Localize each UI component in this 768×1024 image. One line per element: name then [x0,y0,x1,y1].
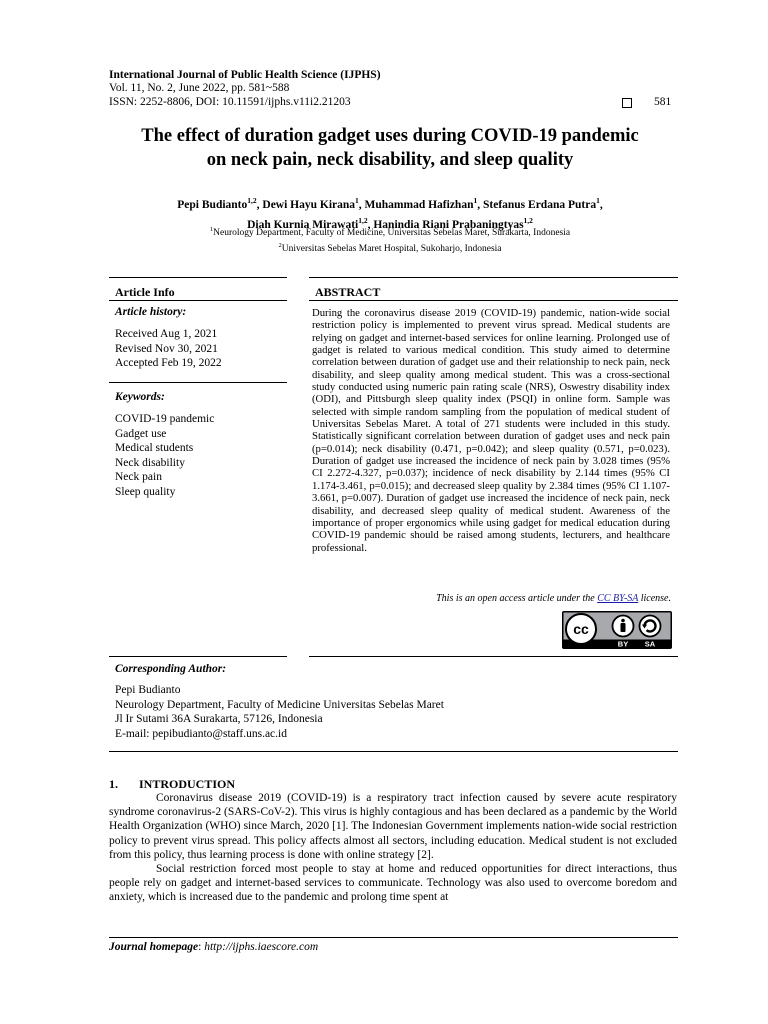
keyword-item: Neck pain [115,471,162,483]
cc-badge-graphic [562,611,672,649]
page-number: 581 [654,96,672,108]
author-affil-mark: 1 [596,196,600,205]
affiliation-list [100,224,680,255]
cc-icon-text: cc [573,621,589,637]
abstract-text: During the coronavirus disease 2019 (COVID-19) pandemic, nation-wide social restriction policy is implemented to prevent virus spread. Medical students are relying on gadget and internet-based services for online learning. Prolonged use of gadget is related to various medical condition. This study aimed to determine correlation between duration of gadget use and their relationship to neck pain, neck disability, and sleep quality among medical student. This was a cross-sectional study conducted using numeric pain rating scale (NRS), Oswestry disability index (ODI), and Pittsburgh sleep quality index (PSQI) in online form. Sample was selected with simple random sampling from the population of medical student of Universitas Sebelas Maret. A total of 271 students were included in this study. Statistically significant correlation between duration of gadget uses and neck pain (p=0.014); neck disability (0.471, p=0.042); and sleep quality (0.571, p=0.023). Duration of gadget use increased the incidence of neck pain by 3.028 times (95% CI 2.272-4.327, p=0.037); incidence of neck disability by 2.144 times (95% CI 1.174-3.461, p=0.015); and decreased sleep quality by 2.384 times (95% CI 1.107-3.661, p=0.007). Duration of gadget use increased the incidence of neck pain, neck disability, and decreased sleep quality of medical student. Awareness of the importance of proper ergonomics while using gadget for medical education during COVID-19 pandemic should be raised among students, lecturers, and healthcare professional. [312,307,670,554]
journal-volume: Vol. 11, No. 2, June 2022, pp. 581~588 [109,82,290,94]
keyword-item: Gadget use [115,427,167,440]
corresponding-name: Pepi Budianto [115,684,181,696]
cc-by-sa-link[interactable]: CC BY-SA [597,593,639,604]
keyword-list [115,412,214,499]
keyword-item: Medical students [115,442,194,454]
article-info-heading: Article Info [115,285,175,299]
introduction-body [109,791,677,905]
affiliation-mark: 1 [209,226,214,233]
paper-title [90,124,690,172]
author-line-1 [100,193,680,213]
divider [109,277,287,278]
footer-divider [109,937,678,938]
corresponding-details [115,683,444,741]
title-line-1: The effect of duration gadget uses during COVID-19 pandemic [141,126,639,146]
divider [109,656,287,657]
author-affil-mark: 1 [355,196,359,205]
author-affil-mark: 1,2 [523,215,533,225]
author-name: , Hanindia Riani Prabaningtyas [367,218,524,231]
affiliation-text: Universitas Sebelas Maret Hospital, Sukoharjo, Indonesia [281,243,502,254]
journal-homepage-label: Journal homepage [109,941,199,953]
license-prefix: This is an open access article under the [436,593,598,604]
journal-homepage-link[interactable]: http://ijphs.iaescore.com [204,941,319,953]
badge-by-label: BY [617,639,629,649]
corresponding-department: Neurology Department, Faculty of Medicine Universitas Sebelas Maret [115,698,444,711]
revised-date: Revised Nov 30, 2021 [115,342,218,355]
affiliation-text: Neurology Department, Faculty of Medicine, Universitas Sebelas Maret, Surakarta, Indonesia [213,228,571,239]
author-separator: , [599,198,603,211]
author-name: , Muhammad Hafizhan [358,198,474,211]
corresponding-email: E-mail: pepibudianto@staff.uns.ac.id [115,727,287,740]
divider [109,751,678,752]
square-bullet-icon [622,98,632,108]
journal-homepage [109,941,318,953]
journal-issn-doi: ISSN: 2252-8806, DOI: 10.11591/ijphs.v11i2.21203 [109,96,351,108]
license-suffix: license. [638,593,671,604]
introduction-heading: 1. INTRODUCTION [109,777,236,791]
title-line-2: on neck pain, neck disability, and sleep quality [206,150,574,170]
keyword-item: Sleep quality [115,485,176,498]
author-name: , Stefanus Erdana Putra [477,198,597,211]
share-alike-icon [640,616,661,637]
introduction-paragraph-2: Social restriction forced most people to stay at home and reduced opportunities for direct interactions, thus people rely on gadget and internet-based services to communicate. Technology was also used to overcome boredom and anxiety, which is increased due to the pandemic and prolong time spent at [109,863,677,904]
article-history-heading: Article history: [115,306,187,318]
affiliation-2 [100,240,680,256]
license-note [312,593,671,604]
abstract-heading: ABSTRACT [315,285,381,299]
attribution-icon-body [621,623,626,632]
affiliation-mark: 2 [278,241,282,249]
author-affil-mark: 1,2 [247,196,257,205]
affiliation-1 [100,224,680,240]
divider [109,300,287,301]
cc-by-sa-badge[interactable] [562,611,672,649]
keyword-item: Neck disability [115,456,185,469]
author-name: , Dewi Hayu Kirana [256,198,356,211]
author-affil-mark: 1 [473,196,478,205]
corresponding-address: Jl Ir Sutami 36A Surakarta, 57126, Indonesia [115,713,323,725]
author-name: Pepi Budianto [177,198,248,211]
divider [309,656,678,657]
author-affil-mark: 1,2 [358,215,368,225]
author-name: Diah Kurnia Mirawati [247,218,359,231]
journal-homepage-colon: : [198,941,205,953]
badge-sa-label: SA [644,639,656,649]
introduction-paragraph-1: Coronavirus disease 2019 (COVID-19) is a respiratory tract infection caused by severe acute respiratory syndrome coronavirus-2 (SARS-CoV-2). This virus is highly contagious and has been declared as a pandemic by the World Health Organization (WHO) since March, 2020 [1]. The Indonesian Government implements nation-wide social restriction policy to prevent virus spread. This policy affects almost all sectors, including education. Medical student is not excluded from this policy, thus learning process is done with online strategy [2]. [109,792,677,861]
keywords-heading: Keywords: [115,391,165,403]
accepted-date: Accepted Feb 19, 2022 [115,357,222,369]
divider [309,277,678,278]
journal-name: International Journal of Public Health Science (IJPHS) [109,69,381,81]
divider [309,300,678,301]
attribution-icon-head [621,619,625,623]
corresponding-heading: Corresponding Author: [115,663,227,675]
keyword-item: COVID-19 pandemic [115,413,215,425]
article-history [115,327,222,371]
received-date: Received Aug 1, 2021 [115,328,218,340]
divider [109,382,287,383]
